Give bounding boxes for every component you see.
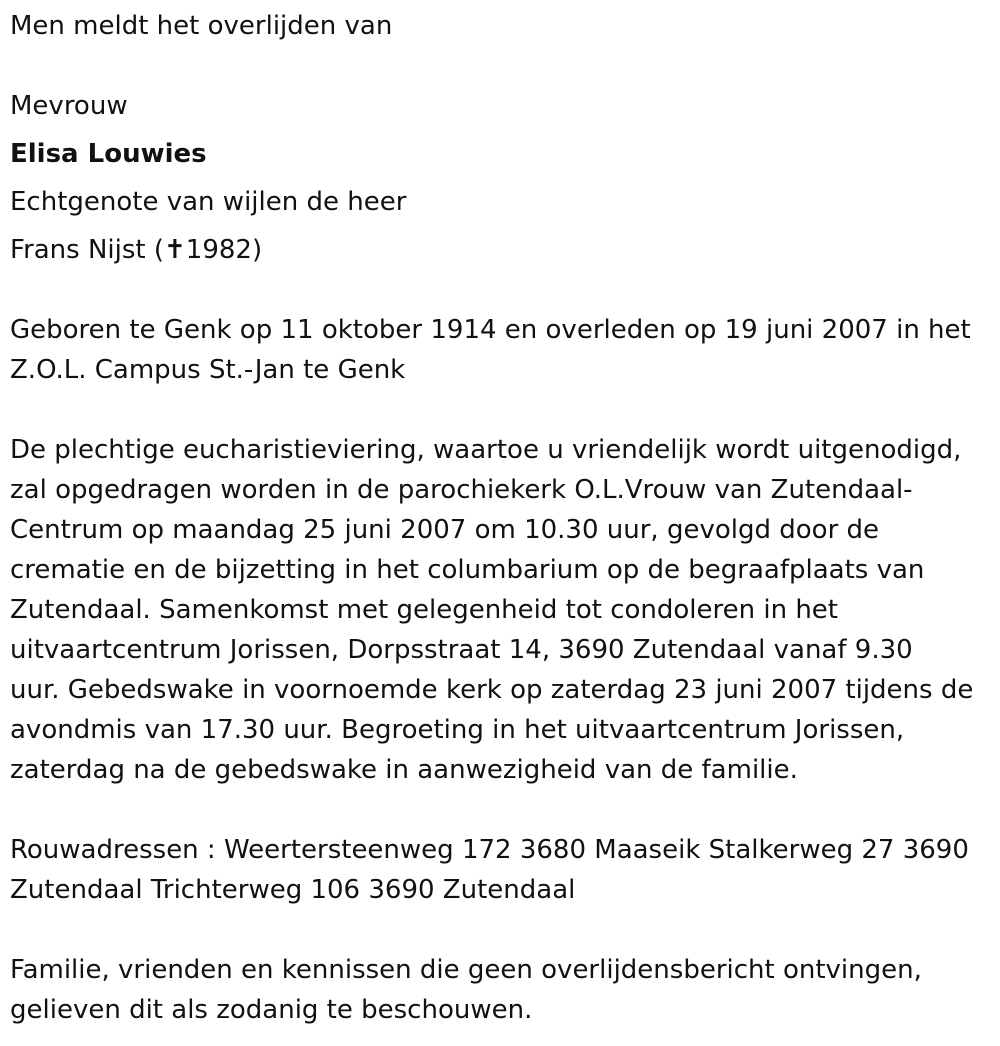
honorific: Mevrouw — [10, 91, 128, 121]
paragraph-line: Z.O.L. Campus St.-Jan te Genk — [10, 355, 406, 385]
paragraph-line: zal opgedragen worden in de parochiekerk O.L.Vrouw van Zutendaal- — [10, 475, 913, 505]
paragraph-line: Centrum op maandag 25 juni 2007 om 10.30 uur, gevolgd door de — [10, 515, 880, 545]
paragraph-line: crematie en de bijzetting in het columbarium op de begraafplaats van — [10, 555, 925, 585]
spouse-line-2: Frans Nijst (✝1982) — [10, 235, 263, 265]
paragraph-line: De plechtige eucharistieviering, waartoe u vriendelijk wordt uitgenodigd, — [10, 435, 962, 465]
deceased-name: Elisa Louwies — [10, 139, 207, 169]
intro-text: Men meldt het overlijden van — [10, 11, 393, 41]
paragraph-line: Rouwadressen : Weertersteenweg 172 3680 Maaseik Stalkerweg 27 3690 — [10, 835, 969, 865]
paragraph-line: uitvaartcentrum Jorissen, Dorpsstraat 14, 3690 Zutendaal vanaf 9.30 — [10, 635, 913, 665]
paragraph-line: avondmis van 17.30 uur. Begroeting in het uitvaartcentrum Jorissen, — [10, 715, 905, 745]
paragraph-line: Zutendaal Trichterweg 106 3690 Zutendaal — [10, 875, 576, 905]
paragraph-line: Zutendaal. Samenkomst met gelegenheid tot condoleren in het — [10, 595, 839, 625]
paragraph-line: Geboren te Genk op 11 oktober 1914 en overleden op 19 juni 2007 in het — [10, 315, 971, 345]
paragraph-line: Familie, vrienden en kennissen die geen overlijdensbericht ontvingen, — [10, 955, 922, 985]
spouse-line-1: Echtgenote van wijlen de heer — [10, 187, 407, 217]
paragraph-line: uur. Gebedswake in voornoemde kerk op zaterdag 23 juni 2007 tijdens de — [10, 675, 974, 705]
paragraph-line: zaterdag na de gebedswake in aanwezigheid van de familie. — [10, 755, 798, 785]
paragraph-line: gelieven dit als zodanig te beschouwen. — [10, 995, 533, 1025]
